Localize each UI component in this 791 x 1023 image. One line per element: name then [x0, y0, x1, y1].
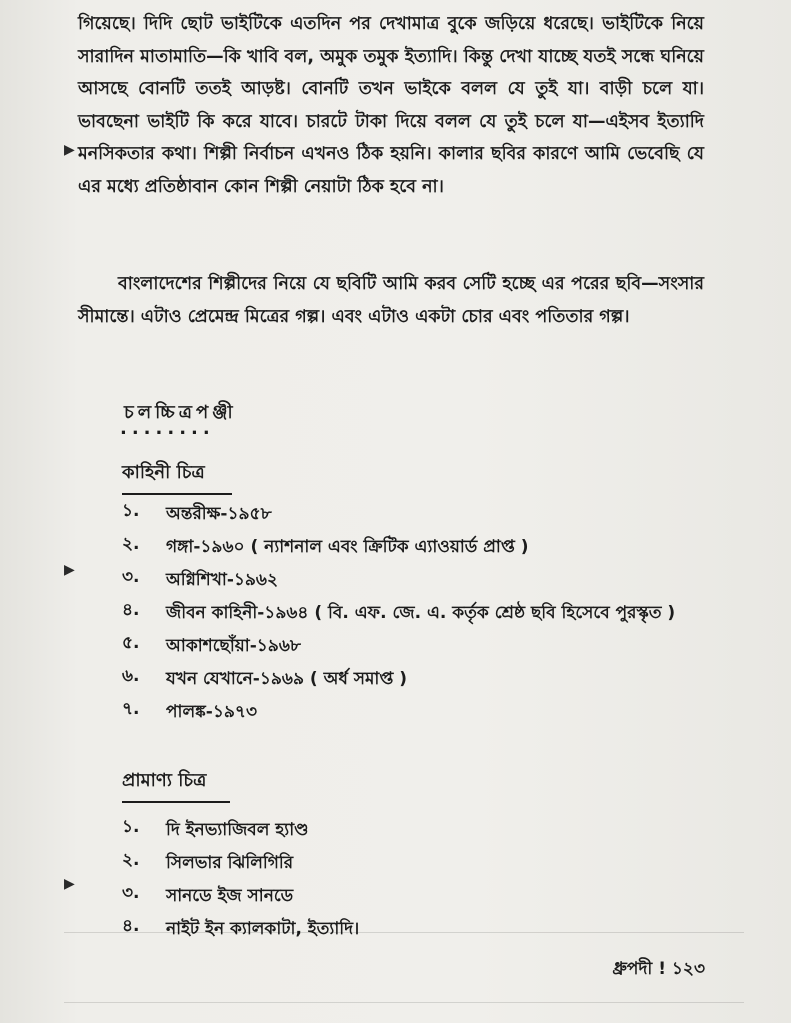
list-item-text: অন্তরীক্ষ-১৯৫৮	[166, 504, 272, 524]
list-item	[122, 847, 702, 879]
list-item-number: ৩.	[122, 883, 140, 903]
list-item-text: পালঙ্ক-১৯৭৩	[166, 702, 257, 722]
list-item-number: ১.	[122, 501, 140, 521]
list-item-text: অগ্নিশিখা-১৯৬২	[166, 570, 279, 590]
list-item	[122, 597, 702, 629]
list-item-text: গঙ্গা-১৯৬০ ( ন্যাশনাল এবং ক্রিটিক এ্যাওয়ার্ড প্রাপ্ত )	[166, 537, 529, 557]
margin-arrow-icon: ▶	[64, 142, 75, 158]
list-item-text: সানডে ইজ সানডে	[166, 886, 294, 906]
margin-arrow-icon: ▶	[64, 562, 75, 578]
list-item	[122, 663, 702, 695]
list-item-text: জীবন কাহিনী-১৯৬৪ ( বি. এফ. জে. এ. কর্তৃক শ্রেষ্ঠ ছবি হিসেবে পুরস্কৃত )	[166, 603, 676, 623]
page-footer: ধ্রুপদী ! ১২৩	[612, 959, 705, 979]
list-item-number: ২.	[122, 534, 140, 554]
scan-streak	[64, 932, 744, 933]
list-item-text: যখন যেখানে-১৯৬৯ ( অর্ধ সমাপ্ত )	[166, 669, 408, 689]
feature-films-list	[122, 498, 702, 729]
paragraph-continuation: গিয়েছে। দিদি ছোট ভাইটিকে এতদিন পর দেখামাত্র বুকে জড়িয়ে ধরেছে। ভাইটিকে নিয়ে সারাদিন মাতামাতি—কি খাবি বল, অমুক তমুক ইত্যাদি। কিন্তু দেখা যাচ্ছে যতই সন্ধে ঘনিয়ে আসছে বোনটি ততই আড়ষ্ট। বোনটি তখন ভাইকে বলল যে তুই যা। বাড়ী চলে যা। ভাবছেনা ভাইটি কি করে যাবে। চারটে টাকা দিয়ে বলল যে তুই চলে যা—এইসব ইত্যাদি মনসিকতার কথা। শিল্পী নির্বাচন এখনও ঠিক হয়নি। কালার ছবির কারণে আমি ভেবেছি যে এর মধ্যে প্রতিষ্ঠাবান কোন শিল্পী নেয়াটা ঠিক হবে না।	[78, 14, 704, 197]
list-item-number: ৪.	[122, 916, 140, 936]
list-item	[122, 498, 702, 530]
body-text-block-1	[78, 8, 704, 203]
documentaries-list	[122, 814, 702, 946]
list-item-text: নাইট ইন ক্যালকাটা, ইত্যাদি।	[166, 919, 360, 939]
margin-arrow-icon: ▶	[64, 876, 75, 892]
list-item	[122, 880, 702, 912]
list-item-number: ৩.	[122, 567, 140, 587]
heading-dotted-rule: ........	[120, 418, 215, 439]
paragraph-next-film: বাংলাদেশের শিল্পীদের নিয়ে যে ছবিটি আমি করব সেটি হচ্ছে এর পরের ছবি—সংসার সীমান্তে। এটাও প্রেমেন্দ্র মিত্রের গল্প। এবং এটাও একটা চোর এবং পতিতার গল্প।	[78, 274, 704, 327]
scan-streak	[64, 1002, 744, 1003]
list-item-text: দি ইনভ্যাজিবল হ্যাণ্ড	[166, 820, 309, 840]
list-item-number: ৪.	[122, 600, 140, 620]
list-item	[122, 630, 702, 662]
list-item	[122, 531, 702, 563]
body-text-block-2	[78, 268, 704, 333]
feature-films-heading: কাহিনী চিত্র	[122, 458, 232, 495]
list-item-number: ৭.	[122, 699, 140, 719]
list-item	[122, 564, 702, 596]
list-item-number: ৫.	[122, 633, 140, 653]
list-item	[122, 696, 702, 728]
list-item	[122, 814, 702, 846]
list-item-text: সিলভার ঝিলিগিরি	[166, 853, 294, 873]
list-item-text: আকাশছোঁয়া-১৯৬৮	[166, 636, 301, 656]
list-item	[122, 913, 702, 945]
documentaries-heading: প্রামাণ্য চিত্র	[122, 766, 230, 803]
list-item-number: ২.	[122, 850, 140, 870]
filmography-heading: চলচ্চিত্রপঞ্জী	[124, 402, 237, 423]
list-item-number: ৬.	[122, 666, 140, 686]
list-item-number: ১.	[122, 817, 140, 837]
